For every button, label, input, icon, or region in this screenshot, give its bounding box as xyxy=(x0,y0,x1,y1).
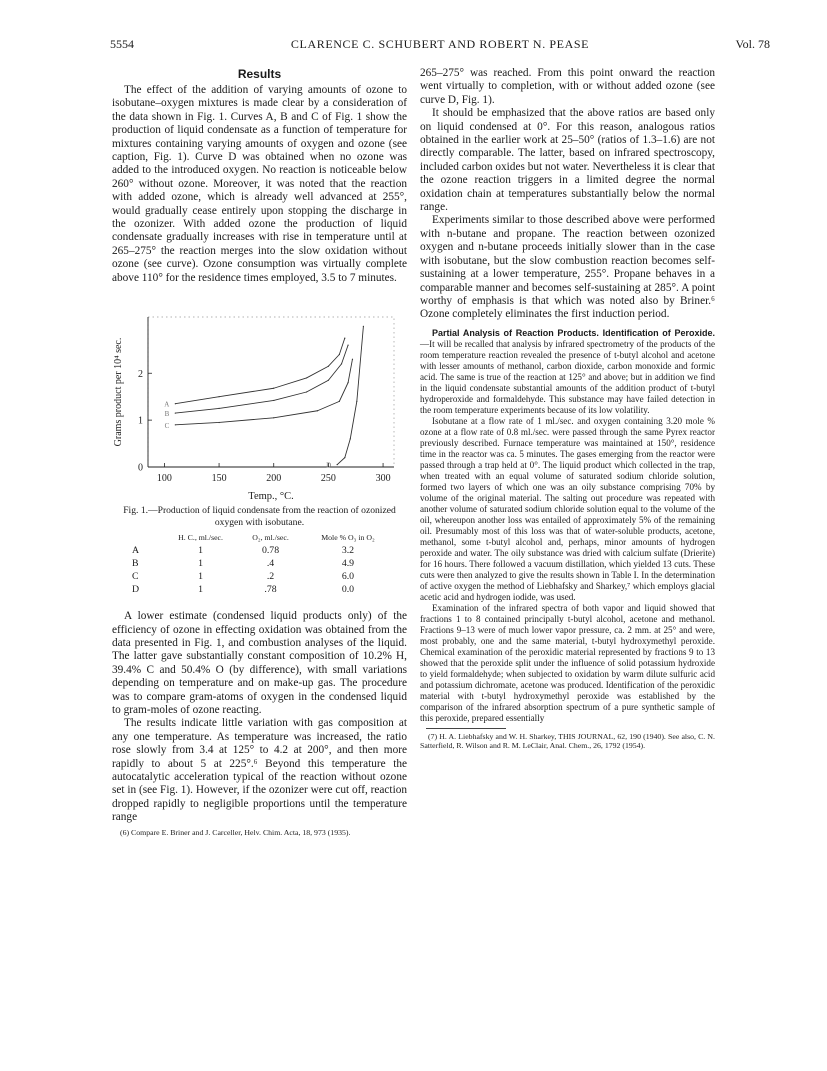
data-point xyxy=(273,388,274,389)
legend-curve-label: A xyxy=(132,545,140,557)
footnote-6: (6) Compare E. Briner and J. Carceller, Helv. Chim. Acta, 18, 973 (1935). xyxy=(120,827,351,837)
legend-curve-label: C xyxy=(132,571,139,583)
legend-header-o2: O₂, ml./sec. xyxy=(252,533,289,543)
table-row xyxy=(132,544,394,557)
data-point xyxy=(363,326,364,327)
legend-corner xyxy=(132,533,162,544)
section-heading-results: Results xyxy=(237,67,282,81)
data-point xyxy=(341,363,342,364)
data-point xyxy=(273,417,274,418)
paragraph xyxy=(420,328,715,416)
series-line-a xyxy=(175,338,344,404)
data-point xyxy=(339,401,340,402)
series-line-c xyxy=(175,359,352,425)
paragraph-text: —It will be recalled that analysis by infrared spectrometry of the products of the room temperature reaction revealed the presence of t-butyl alcohol and acetone with lesser amounts of methanol, carbon dioxide, carbon monoxide and formic acid. The same is true of the reaction at 125° and above; but in addition we find in the liquid condensate substantial amounts of the addition product of t-butyl hydroperoxide and formaldehyde. This substance may have failed detection in the room temperature experiments because of its low volatility. xyxy=(420,338,715,415)
series-label-d: D xyxy=(326,461,332,470)
legend-cell-hc: 1 xyxy=(198,558,204,570)
series-label-b: B xyxy=(164,410,170,419)
series-line-b xyxy=(175,345,348,413)
data-point xyxy=(347,345,348,346)
paragraph: The results indicate little variation with gas composition at any one temperature. As temperature was increased, the ratio rose slowly from 3.4 at 125° to 4.2 at 200°, and then more rapidly to about 5 at 225°.⁶ Beyond this temperature the autocatalytic acceleration typical of the reaction without ozone set in (see Fig. 1). However, if the ozonizer were cut off, reaction dropped rapidly to negligible proportions until the temperature range xyxy=(112,717,407,824)
x-axis-title: Temp., °C. xyxy=(248,491,294,503)
x-tick-label: 250 xyxy=(320,473,336,485)
paragraph: The effect of the addition of varying amounts of ozone to isobutane–oxygen mixtures is made clear by a consideration of the data shown in Fig. 1. Curves A, B and C of Fig. 1 show the production of liquid condensate as a function of temperature for mixtures containing varying amounts of oxygen and ozone (see caption, Fig. 1). Curve D was obtained when no ozone was added to the introduced oxygen. No reaction is noticeable below 260° without ozone. Moreover, it was noted that the reaction with added ozone, which is already well advanced at 255°, would gradually cease entirely upon stopping the discharge in the ozonizer. With added ozone the production of liquid condensate gradually increases with rise in temperature until at 265–275° the reaction merges into the slow oxidation without ozone (see curve). Ozone consumption was virtually complete above 110° for the residence times employed, 3.5 to 7 minutes. xyxy=(112,84,407,284)
data-point xyxy=(175,403,176,404)
legend-cell-hc: 1 xyxy=(198,571,204,583)
y-tick-label: 2 xyxy=(138,368,143,380)
legend-curve-label: D xyxy=(132,584,140,596)
data-point xyxy=(218,408,219,409)
page-number: 5554 xyxy=(110,37,134,51)
data-point xyxy=(328,380,329,381)
legend-cell-o2: .4 xyxy=(266,558,275,570)
data-point xyxy=(306,391,307,392)
paragraph: It should be emphasized that the above ratios are based only on liquid condensed at 0°. For this reason, analogous ratios obtained in the earlier work at 25–50° (ratios of 1.3–1.6) are not directly comparable. The latter, based on infrared spectroscopy, included carbon oxides but not water. Nevertheless it is clear that the ozone reaction triggers in a limited degree the normal oxidation chain at temperatures substantially below the normal range. xyxy=(420,107,715,214)
volume-number: Vol. 78 xyxy=(735,37,770,51)
x-tick-label: 200 xyxy=(266,473,282,485)
y-tick-label: 1 xyxy=(138,415,143,427)
y-axis-title: Grams product per 10⁴ sec. xyxy=(113,337,124,447)
legend-cell-o3: 3.2 xyxy=(341,545,355,557)
footnote-7: (7) H. A. Liebhafsky and W. H. Sharkey, THIS JOURNAL, 62, 190 (1940). See also, C. N. Satterfield, R. Wilson and R. M. LeClair, Anal. Chem., 26, 1792 (1954). xyxy=(420,731,715,751)
legend-cell-hc: 1 xyxy=(198,545,204,557)
series-line-d xyxy=(337,326,363,464)
series-label-a: A xyxy=(164,400,170,409)
data-point xyxy=(273,400,274,401)
table-row xyxy=(132,557,394,570)
table-row xyxy=(132,570,394,583)
legend-cell-o3: 0.0 xyxy=(341,584,355,596)
x-tick-label: 300 xyxy=(375,473,391,485)
y-tick-label: 0 xyxy=(138,462,143,474)
figure-1 xyxy=(112,311,407,503)
table-row xyxy=(132,583,394,596)
paragraph: 265–275° was reached. From this point onward the reaction went virtually to completion, with or without added ozone (see curve D, Fig. 1). xyxy=(420,67,715,106)
legend-cell-hc: 1 xyxy=(198,584,204,596)
subsection-heading: Partial Analysis of Reaction Products. Identification of Peroxide. xyxy=(432,327,715,338)
data-point xyxy=(352,359,353,360)
right-column xyxy=(420,67,715,751)
data-point xyxy=(218,422,219,423)
x-tick-label: 150 xyxy=(211,473,227,485)
plot-frame xyxy=(148,317,394,467)
running-header xyxy=(110,37,770,55)
data-point xyxy=(306,377,307,378)
legend-cell-o2: .78 xyxy=(264,584,277,596)
legend-cell-o3: 6.0 xyxy=(341,571,355,583)
legend-header-o3: Mole % O₃ in O₂ xyxy=(321,533,375,543)
data-point xyxy=(350,438,351,439)
data-point xyxy=(328,366,329,367)
running-title-authors: CLARENCE C. SCHUBERT AND ROBERT N. PEASE xyxy=(290,37,590,51)
legend-cell-o2: .2 xyxy=(266,571,275,583)
chart-figure-1 xyxy=(112,311,407,503)
paragraph: A lower estimate (condensed liquid products only) of the efficiency of ozone in effecting oxidation was obtained from the data presented in Fig. 1, and combustion analyses of the liquid. The latter gave substantially constant composition of 10.2% H, 39.4% C and 50.4% O (by difference), with small variations depending on temperature and on make-up gas. The procedure was to compare gram-atoms of oxygen in the condensed liquid to gram-moles of ozone reacting. xyxy=(112,610,407,716)
paragraph: Examination of the infrared spectra of both vapor and liquid showed that fractions 1 to 8 contained principally t-butyl alcohol, acetone and methanol. Fractions 9–13 were of much lower vapor pressure, ca. 2 mm. at 25° and were, most probably, one and the same material, t-butyl hydroxymethyl peroxide. Chemical examination of the peroxidic material represented by fractions 9 to 13 showed that the peroxide split under the influence of solid potassium hydroxide to yield formaldehyde; when subjected to oxidation by warm dilute sulfuric acid and potassium dichromate, acetone was produced. Identification of the peroxidic material with t-butyl hydroxymethyl peroxide was established by the comparison of the infrared absorption spectrum of a pure synthetic sample of this peroxide, prepared essentially xyxy=(420,602,715,723)
data-point xyxy=(339,354,340,355)
paragraph: Isobutane at a flow rate of 1 ml./sec. and oxygen containing 3.20 mole % ozone at a flow rate of 0.8 ml./sec. were passed through the same Pyrex reactor previously described. Furnace temperature was maintained at 150°, residence time in the reactor was ca. 5 minutes. The gases emerging from the reactor were passed through a trap held at 0°. The liquid product which collected in the trap, when treated with an equal volume of saturated sodium chloride solution, formed two layers of which one was an oily substance comprising 70% by volume of the original material. The salting out procedure was repeated with another volume of saturated sodium chloride solution equal to the volume of the oil, whereupon another loss was entailed of approximately 5% of the remaining oil. Presumably most of this loss was that of water-soluble products, acetone, methanol, some t-butyl alcohol and, perhaps, minor amounts of hydrogen peroxide and water. The oily substance was dried with calcium sulfate (Drierite) for 16 hours. There followed a vacuum distillation, which yielded 13 cuts. These cuts were then analyzed to give the results shown in Table I. In the determination of active oxygen the method of Liebhafsky and Sharkey,⁷ which employs glacial acetic acid and hydrogen iodide, was used. xyxy=(420,415,715,602)
data-point xyxy=(344,338,345,339)
data-point xyxy=(218,396,219,397)
data-point xyxy=(347,382,348,383)
legend-header-hc: H. C., ml./sec. xyxy=(178,533,223,543)
data-point xyxy=(317,410,318,411)
paragraph: Experiments similar to those described above were performed with n-butane and propane. The reaction between ozonized oxygen and n-butane proceeds initially slower than in the case with isobutane, but the slow combustion reaction becomes self-sustaining at a lower temperature, 255°. Propane behaves in a comparable manner and becomes self-sustaining at 285°. A point worthy of emphasis is that which was noted also by Briner.⁶ Ozone completely eliminates the first induction period. xyxy=(420,214,715,321)
legend-curve-label: B xyxy=(132,558,139,570)
figure-legend-table xyxy=(132,533,394,596)
series-label-c: C xyxy=(164,421,170,430)
left-column xyxy=(112,67,407,837)
x-tick-label: 100 xyxy=(156,473,172,485)
figure-caption: Fig. 1.—Production of liquid condensate from the reaction of ozonized oxygen with isobutane. xyxy=(123,505,396,529)
footnote-rule xyxy=(426,728,506,729)
legend-cell-o3: 4.9 xyxy=(341,558,355,570)
data-point xyxy=(175,413,176,414)
data-point xyxy=(175,424,176,425)
data-point xyxy=(337,464,338,465)
legend-cell-o2: 0.78 xyxy=(261,545,280,557)
data-point xyxy=(344,457,345,458)
data-point xyxy=(356,401,357,402)
